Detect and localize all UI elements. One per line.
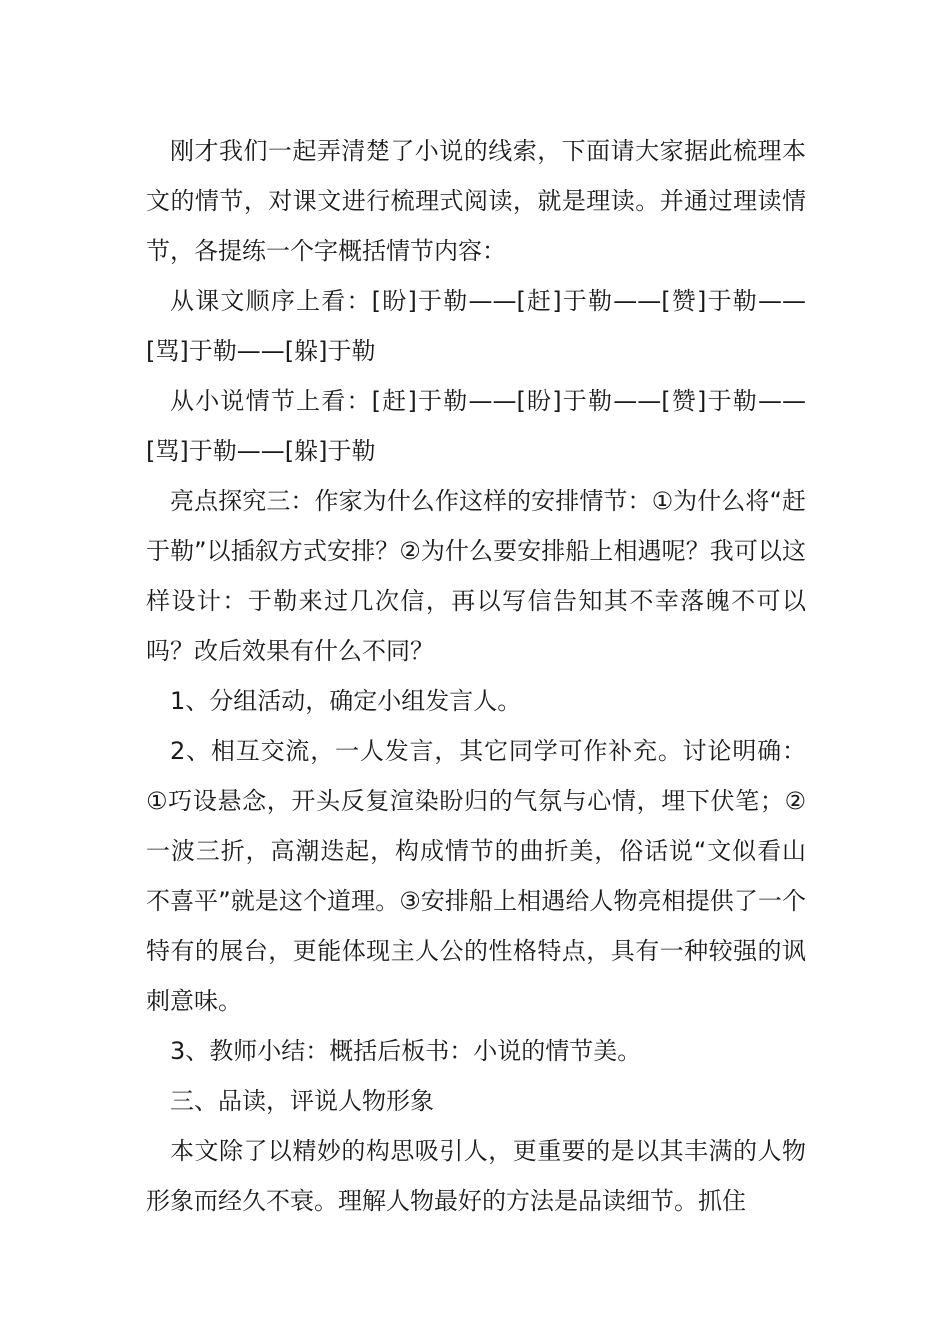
paragraph-plot-sorting-intro: 刚才我们一起弄清楚了小说的线索，下面请大家据此梳理本文的情节，对课文进行梳理式阅读，就是理读。并通过理读情节，各提练一个字概括情节内容： — [146, 137, 806, 265]
paragraph-step-3: 3、教师小结：概括后板书：小说的情节美。 — [170, 1037, 642, 1065]
paragraph-plot-order: 从小说情节上看：[赶]于勒——[盼]于勒——[赞]于勒——[骂]于勒——[躲]于勒 — [146, 387, 806, 465]
paragraph-step-2: 2、相互交流，一人发言，其它同学可作补充。讨论明确：①巧设悬念，开头反复渲染盼归的气氛与心情，埋下伏笔；②一波三折，高潮迭起，构成情节的曲折美，俗话说“文似看山不喜平”就是这个道理。③安排船上相遇给人物亮相提供了一个特有的展台，更能体现主人公的性格特点，具有一种较强的讽刺意味。 — [146, 737, 806, 1015]
paragraph-highlight-question-three: 亮点探究三：作家为什么作这样的安排情节：①为什么将“赶于勒”以插叙方式安排？②为什么要安排船上相遇呢？我可以这样设计：于勒来过几次信，再以写信告知其不幸落魄不可以吗？改后效果有什么不同？ — [146, 487, 806, 665]
body-text — [146, 126, 806, 1226]
section-heading-character: 三、品读，评说人物形象 — [170, 1087, 434, 1115]
paragraph-character-intro: 本文除了以精妙的构思吸引人，更重要的是以其丰满的人物形象而经久不衰。理解人物最好的方法是品读细节。抓住 — [146, 1137, 806, 1215]
paragraph-step-1: 1、分组活动，确定小组发言人。 — [170, 687, 522, 715]
paragraph-text-order: 从课文顺序上看：[盼]于勒——[赶]于勒——[赞]于勒——[骂]于勒——[躲]于勒 — [146, 287, 806, 365]
